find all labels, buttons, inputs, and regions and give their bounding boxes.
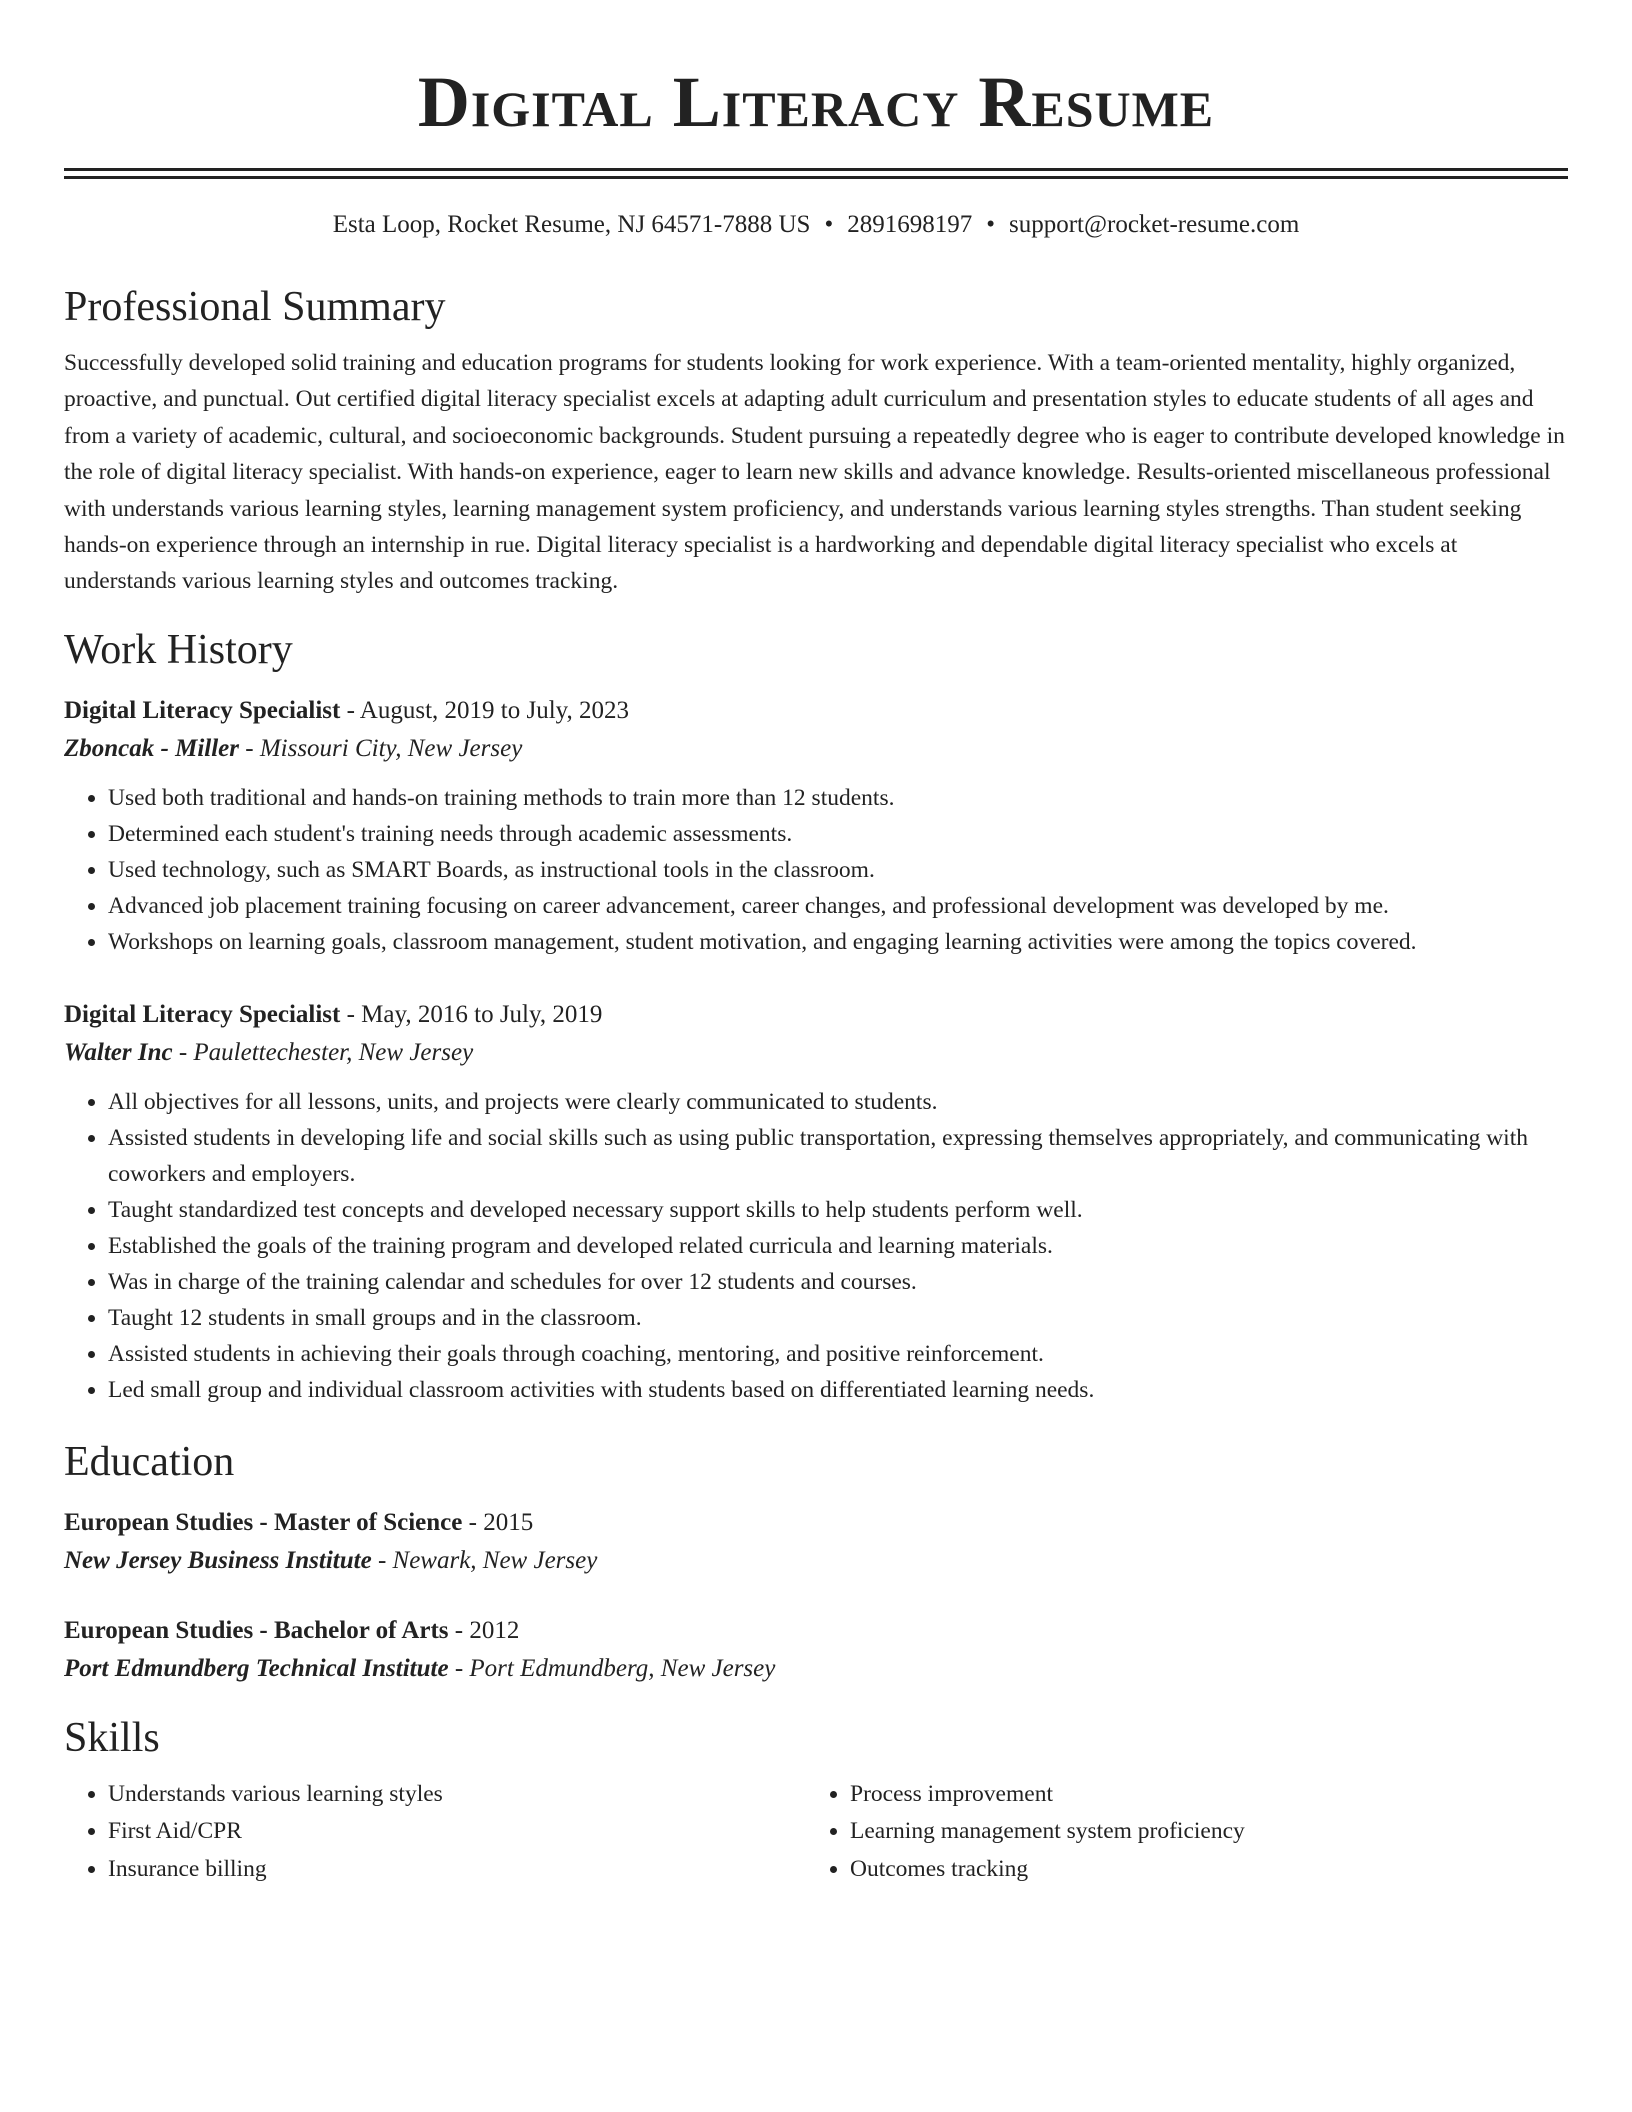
contact-address: Esta Loop, Rocket Resume, NJ 64571-7888 US <box>332 211 811 238</box>
list-item: • Workshops on learning goals, classroom management, student motivation, and engaging learning activities were among the topics covered. <box>108 924 1568 960</box>
skill-item: • Outcomes tracking <box>850 1851 1548 1889</box>
list-item: • Led small group and individual classroom activities with students based on differentiated learning needs. <box>108 1372 1568 1408</box>
school-line <box>64 1650 1568 1688</box>
degree-line <box>64 1504 1568 1542</box>
job-bullets <box>64 780 1568 960</box>
resume-title: Digital Literacy Resume <box>417 62 1215 142</box>
contact-separator: • <box>986 211 995 238</box>
list-item: • Taught 12 students in small groups and in the classroom. <box>108 1300 1568 1336</box>
contact-line <box>64 209 1568 241</box>
section-heading-summary: Professional Summary <box>64 284 446 330</box>
skill-item: • Process improvement <box>850 1776 1548 1814</box>
list-item: • Determined each student's training needs through academic assessments. <box>108 816 1568 852</box>
contact-phone: 2891698197 <box>847 211 973 238</box>
skills-list-right <box>806 1776 1548 1889</box>
list-item: • Taught standardized test concepts and developed necessary support skills to help students perform well. <box>108 1192 1568 1228</box>
list-item: • Established the goals of the training program and developed related curricula and learning materials. <box>108 1228 1568 1264</box>
degree-line <box>64 1612 1568 1650</box>
degree: European Studies - Master of Science <box>64 1508 463 1536</box>
job-title-line <box>64 996 1568 1034</box>
list-item: • Advanced job placement training focusing on career advancement, career changes, and professional development was developed by me. <box>108 888 1568 924</box>
list-item: • All objectives for all lessons, units, and projects were clearly communicated to students. <box>108 1084 1568 1120</box>
contact-separator: • <box>824 211 834 238</box>
job-entry <box>64 996 1568 1408</box>
section-heading-skills: Skills <box>64 1714 160 1761</box>
degree: European Studies - Bachelor of Arts <box>64 1616 449 1644</box>
job-location: - Paulettechester, New Jersey <box>172 1038 474 1066</box>
job-company-line <box>64 1034 1568 1072</box>
section-heading-education: Education <box>64 1438 235 1485</box>
degree-year: - 2015 <box>462 1508 534 1536</box>
list-item: • Used technology, such as SMART Boards, as instructional tools in the classroom. <box>108 852 1568 888</box>
list-item: • Assisted students in developing life and social skills such as using public transportation, expressing themselves appropriately, and communicating with coworkers and employers. <box>108 1120 1568 1192</box>
list-item: • Was in charge of the training calendar and schedules for over 12 students and courses. <box>108 1264 1568 1300</box>
job-location: - Missouri City, New Jersey <box>239 734 523 762</box>
job-entry <box>64 692 1568 960</box>
school: Port Edmundberg Technical Institute <box>64 1654 449 1682</box>
job-company-line <box>64 730 1568 768</box>
job-company: Zboncak - Miller <box>64 734 239 762</box>
skill-item: • Understands various learning styles <box>108 1776 806 1814</box>
school-location: - Newark, New Jersey <box>371 1546 598 1574</box>
education-entry <box>64 1612 1568 1688</box>
degree-year: - 2012 <box>448 1616 520 1644</box>
education-entry <box>64 1504 1568 1580</box>
list-item: • Used both traditional and hands-on training methods to train more than 12 students. <box>108 780 1568 816</box>
job-company: Walter Inc <box>64 1038 173 1066</box>
job-title: Digital Literacy Specialist <box>64 1000 341 1028</box>
school-line <box>64 1542 1568 1580</box>
skill-item: • First Aid/CPR <box>108 1813 806 1851</box>
school: New Jersey Business Institute <box>64 1546 372 1574</box>
title-divider <box>64 168 1568 179</box>
summary-text: Successfully developed solid training and education programs for students looking for work experience. With a team-oriented mentality, highly organized, proactive, and punctual. Out certified digital literacy specialist excels at adapting adult curriculum and presentation styles to educate students of all ages and from a variety of academic, cultural, and socioeconomic backgrounds. Student pursuing a repeatedly degree who is eager to contribute developed knowledge in the role of digital literacy specialist. With hands-on experience, eager to learn new skills and advance knowledge. Results-oriented miscellaneous professional with understands various learning styles, learning management system proficiency, and understands various learning styles strengths. Than student seeking hands-on experience through an internship in rue. Digital literacy specialist is a hardworking and dependable digital literacy specialist who excels at understands various learning styles and outcomes tracking. <box>64 350 1565 595</box>
job-dates: - May, 2016 to July, 2019 <box>340 1000 603 1028</box>
job-title: Digital Literacy Specialist <box>64 696 341 724</box>
skills-list-left <box>64 1776 806 1889</box>
job-title-line <box>64 692 1568 730</box>
job-bullets <box>64 1084 1568 1408</box>
skill-item: • Learning management system proficiency <box>850 1813 1548 1851</box>
contact-email: support@rocket-resume.com <box>1008 211 1300 238</box>
list-item: • Assisted students in achieving their goals through coaching, mentoring, and positive reinforcement. <box>108 1336 1568 1372</box>
section-heading-work-history: Work History <box>64 626 293 673</box>
job-dates: - August, 2019 to July, 2023 <box>340 696 630 724</box>
skills-columns <box>64 1776 1568 1889</box>
skill-item: • Insurance billing <box>108 1851 806 1889</box>
school-location: - Port Edmundberg, New Jersey <box>448 1654 776 1682</box>
